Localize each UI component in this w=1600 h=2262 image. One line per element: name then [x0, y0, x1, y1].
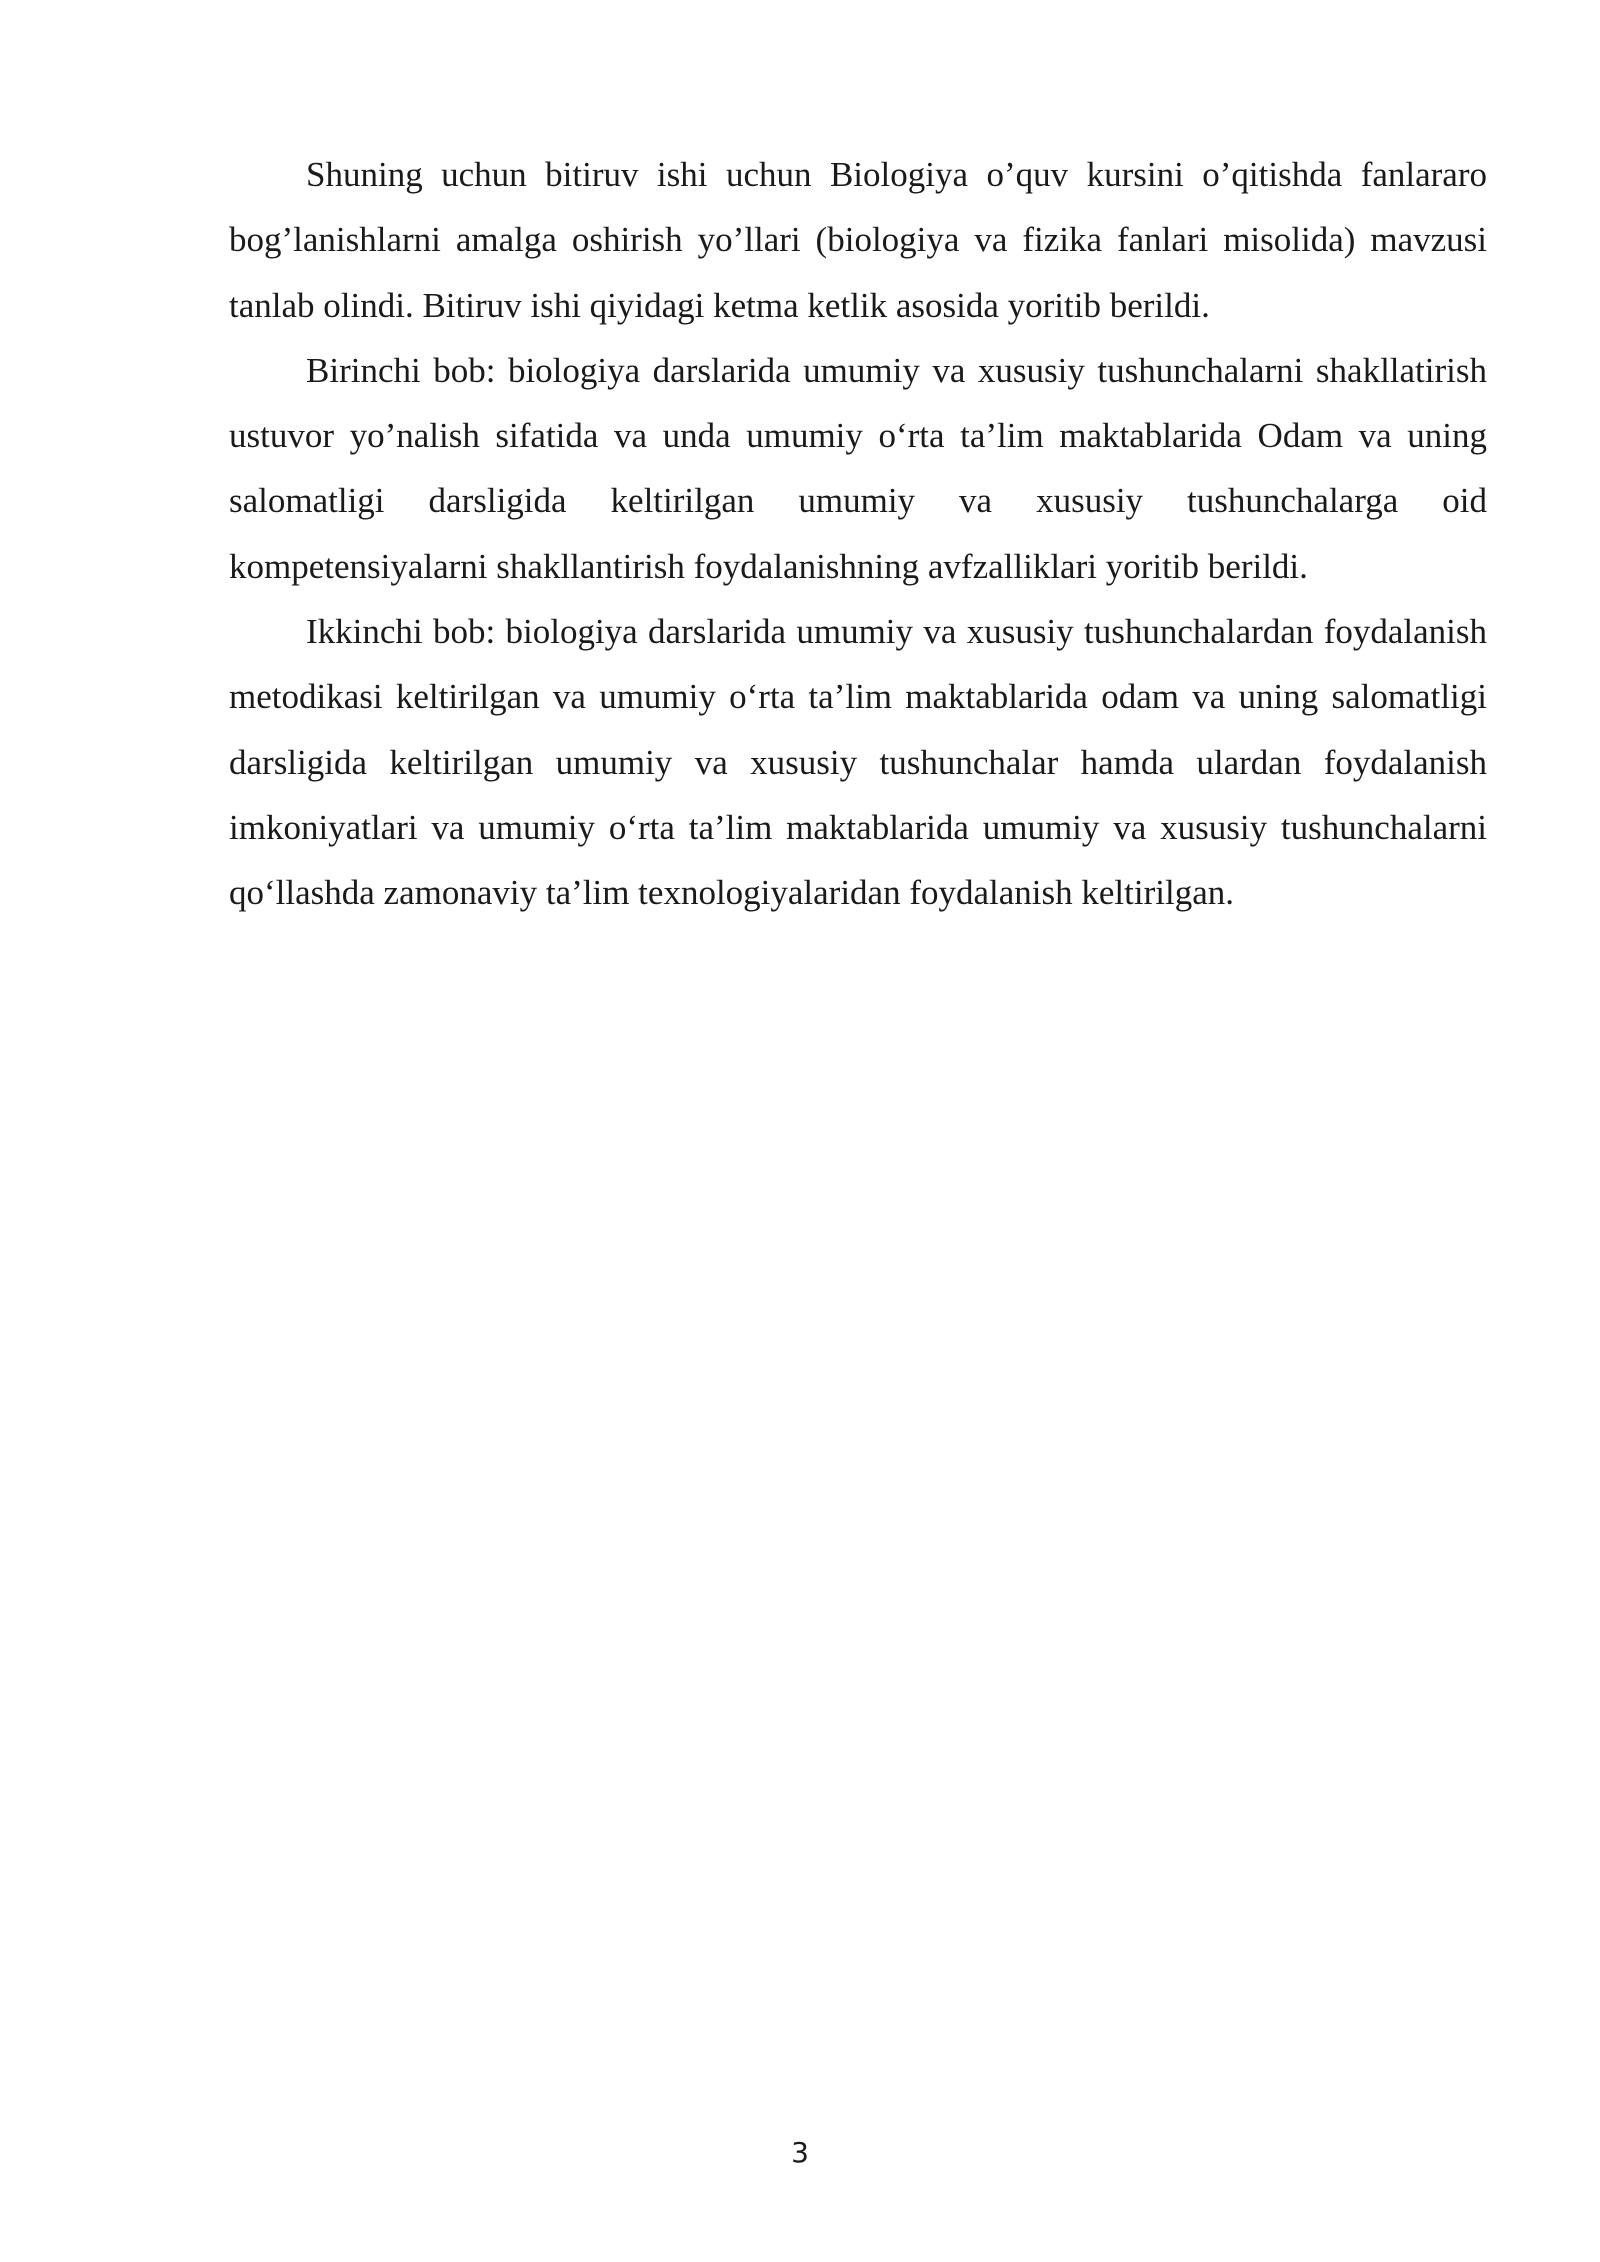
paragraph-intro: Shuning uchun bitiruv ishi uchun Biologiya o’quv kursini o’qitishda fanlararo bog’lanishlarni amalga oshirish yo’llari (biologiya va fizika fanlari misolida) mavzusi tanlab olindi. Bitiruv ishi qiyidagi ketma ketlik asosida yoritib berildi. [229, 155, 1487, 325]
document-body [229, 142, 1487, 926]
page-number: 3 [791, 2136, 809, 2169]
paragraph-chapter-two: Ikkinchi bob: biologiya darslarida umumiy va xususiy tushunchalardan foydalanish metodikasi keltirilgan va umumiy o‘rta ta’lim maktablarida odam va uning salomatligi darsligida keltirilgan umumiy va xususiy tushunchalar hamda ulardan foydalanish imkoniyatlari va umumiy o‘rta ta’lim maktablarida umumiy va xususiy tushunchalarni qo‘llashda zamonaviy ta’lim texnologiyalaridan foydalanish keltirilgan. [229, 612, 1487, 913]
paragraph-chapter-one: Birinchi bob: biologiya darslarida umumiy va xususiy tushunchalarni shakllatirish ustuvor yo’nalish sifatida va unda umumiy o‘rta ta’lim maktablarida Odam va uning salomatligi darsligida keltirilgan umumiy va xususiy tushunchalarga oid kompetensiyalarni shakllantirish foydalanishning avfzalliklari yoritib berildi. [229, 350, 1487, 586]
